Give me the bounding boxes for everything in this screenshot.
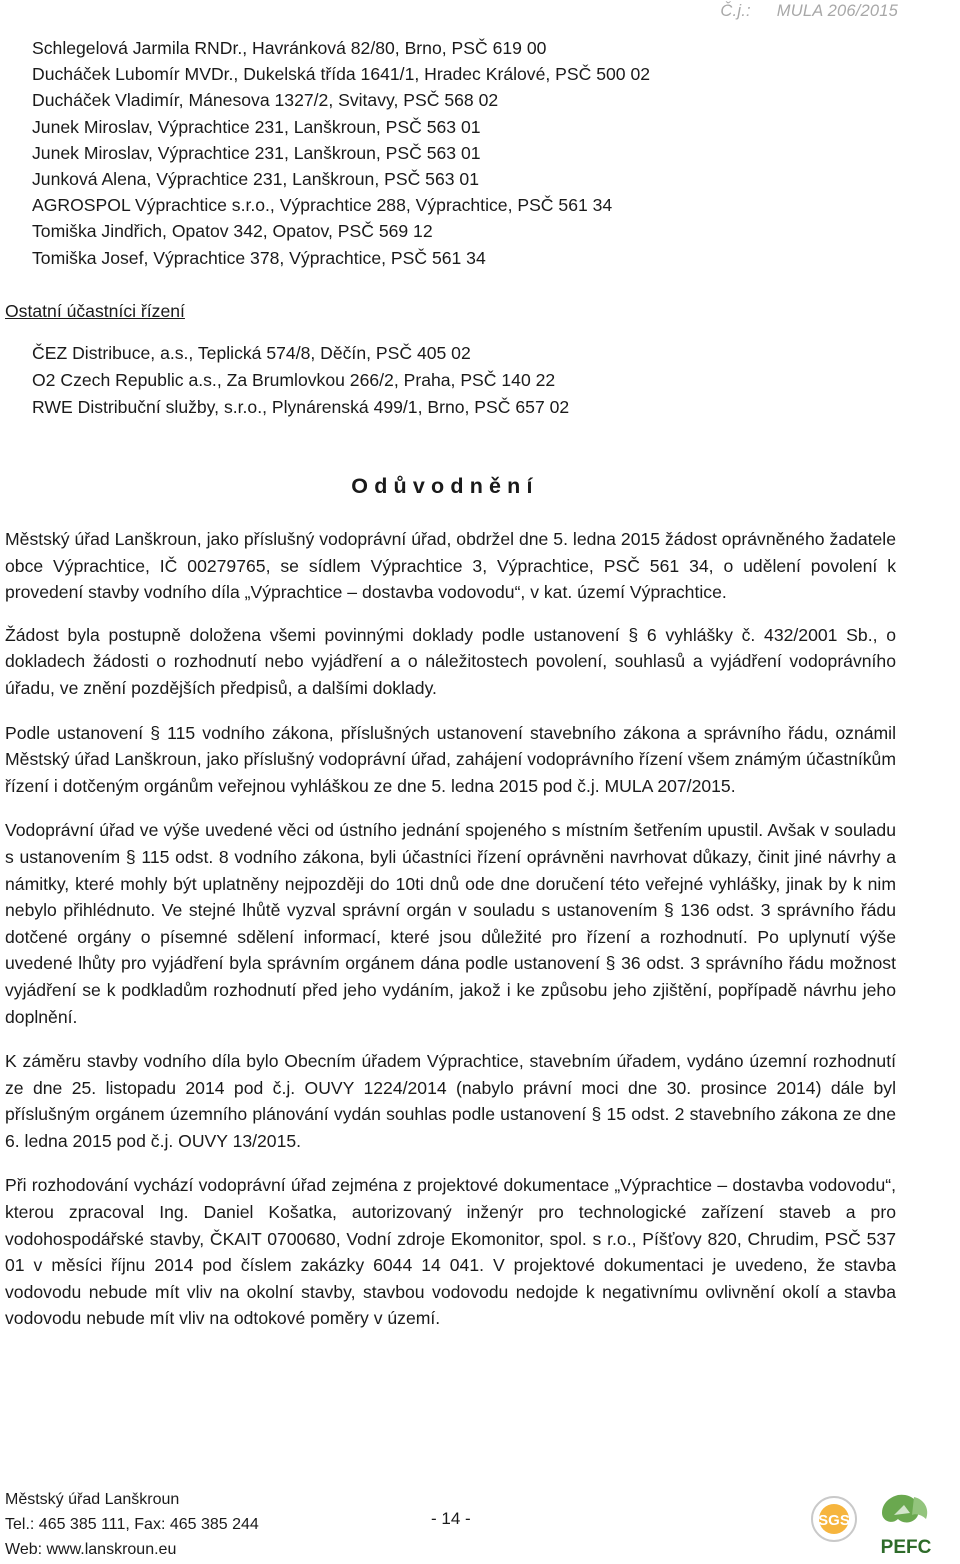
page-number: - 14 - [431, 1509, 471, 1528]
participant-line: Schlegelová Jarmila RNDr., Havránková 82/80, Brno, PSČ 619 00 [32, 38, 547, 58]
footer-web: Web: www.lanskroun.eu [5, 1541, 177, 1558]
participant-line: Ducháček Vladimír, Mánesova 1327/2, Svitavy, PSČ 568 02 [32, 90, 499, 111]
reference-number [720, 2, 898, 21]
paragraph: Žádost byla postupně doložena všemi povinnými doklady podle ustanovení § 6 vyhlášky č. 432/2001 Sb., o dokladech žádosti o rozhodnutí nebo vyjádření a o náležitostech povolení, souhlasů a vyjádření vodoprávního úřadu, ve znění pozdějších předpisů, a dalšími doklady. [5, 624, 896, 698]
other-participant-line: ČEZ Distribuce, a.s., Teplická 574/8, Děčín, PSČ 405 02 [32, 343, 471, 363]
paragraph: Podle ustanovení § 115 vodního zákona, příslušných ustanovení stavebního zákona a správního řádu, oznámil Městský úřad Lanškroun, jako příslušný vodoprávní úřad, zahájení vodoprávního řízení všem známým účastníkům řízení i dotčeným orgánům veřejnou vyhláškou ze dne 5. ledna 2015 pod č.j. MULA 207/2015. [5, 722, 896, 796]
footer-contact [5, 1487, 259, 1562]
participant-line: AGROSPOL Výprachtice s.r.o., Výprachtice 288, Výprachtice, PSČ 561 34 [32, 195, 613, 216]
participant-line: Junková Alena, Výprachtice 231, Lanškroun, PSČ 563 01 [32, 169, 479, 190]
footer-office: Městský úřad Lanškroun [5, 1491, 180, 1508]
participant-line: Tomiška Jindřich, Opatov 342, Opatov, PSČ 569 12 [32, 221, 433, 242]
paragraph: K záměru stavby vodního díla bylo Obecním úřadem Výprachtice, stavebním úřadem, vydáno územní rozhodnutí ze dne 25. listopadu 2014 pod č.j. OUVY 1224/2014 (nabylo právní moci dne 30. prosince 2014) dále byl příslušným orgánem územního plánování vydán souhlas podle ustanovení § 15 odst. 2 stavebního zákona ze dne 6. ledna 2015 pod č.j. OUVY 13/2015. [5, 1051, 896, 1151]
reference-label: Č.j.: [720, 2, 751, 20]
sgs-logo [812, 1497, 856, 1541]
reference-value: MULA 206/2015 [776, 2, 898, 20]
section-title: Odůvodnění [351, 474, 539, 498]
pefc-logo-text: PEFC [880, 1537, 932, 1558]
other-participants-list [32, 340, 569, 420]
pefc-logo [881, 1495, 932, 1558]
paragraph: Při rozhodování vychází vodoprávní úřad zejména z projektové dokumentace „Výprachtice – dostavba vodovodu“, kterou zpracoval Ing. Daniel Košatka, autorizovaný inženýr pro technologické zařízení staveb a pro vodohospodářské stavby, ČKAIT 0700680, Vodní zdroje Ekomonitor, spol. s r.o., Píšťovy 820, Chrudim, PSČ 537 01 v měsíci říjnu 2014 pod číslem zakázky 6044 14 041. V projektové dokumentaci je uvedeno, že stavba vodovodu nebude mít vliv na okolní stavby, stavbou vodovodu nedojde k negativnímu ovlivnění okolí a stavba vodovodu nebude mít vliv na odtokové poměry v území. [5, 1175, 896, 1329]
footer-phone: Tel.: 465 385 111, Fax: 465 385 244 [5, 1516, 259, 1533]
participant-line: Tomiška Josef, Výprachtice 378, Výprachtice, PSČ 561 34 [32, 247, 486, 268]
page-footer [5, 1487, 960, 1564]
other-participant-line: RWE Distribuční služby, s.r.o., Plynárenská 499/1, Brno, PSČ 657 02 [32, 396, 570, 417]
participant-line: Junek Miroslav, Výprachtice 231, Lanškroun, PSČ 563 01 [32, 142, 481, 163]
justification-body [5, 526, 896, 1350]
sgs-logo-text: SGS [818, 1512, 850, 1529]
paragraph: Městský úřad Lanškroun, jako příslušný vodoprávní úřad, obdržel dne 5. ledna 2015 žádost oprávněného žadatele obce Výprachtice, IČ 00279765, se sídlem Výprachtice 3, Výprachtice, PSČ 561 34, o udělení povolení k provedení stavby vodního díla „Výprachtice – dostavba vodovodu“, v kat. území Výprachtice. [5, 529, 896, 603]
paragraph: Vodoprávní úřad ve výše uvedené věci od ústního jednání spojeného s místním šetřením upustil. Avšak v souladu s ustanovením § 115 odst. 8 vodního zákona, byli účastníci řízení oprávněni navrhovat důkazy, činit jiné návrhy a námitky, které mohly být uplatněny nejpozději do 10ti dnů ode dne doručení této veřejné vyhlášky, jinak by k nim nebylo přihlédnuto. Ve stejné lhůtě vyzval správní orgán v souladu s ustanovením § 136 odst. 3 správního řádu dotčené orgány o písemné sdělení informací, které jsou důležité pro řízení a rozhodnutí. Po uplynutí výše uvedené lhůty pro vyjádření byla správním orgánem dána podle ustanovení § 36 odst. 3 správního řádu možnost vyjádření se k podkladům rozhodnutí před jeho vydáním, jakož i ke způsobu jeho zjištění, popřípadě návrhu jeho doplnění. [5, 820, 896, 1027]
certification-logos [794, 1489, 954, 1561]
participant-line: Ducháček Lubomír MVDr., Dukelská třída 1641/1, Hradec Králové, PSČ 500 02 [32, 64, 651, 85]
other-participant-line: O2 Czech Republic a.s., Za Brumlovkou 266/2, Praha, PSČ 140 22 [32, 369, 556, 390]
participant-line: Junek Miroslav, Výprachtice 231, Lanškroun, PSČ 563 01 [32, 116, 481, 137]
participants-list [32, 35, 650, 271]
other-participants-heading: Ostatní účastníci řízení [5, 301, 185, 321]
